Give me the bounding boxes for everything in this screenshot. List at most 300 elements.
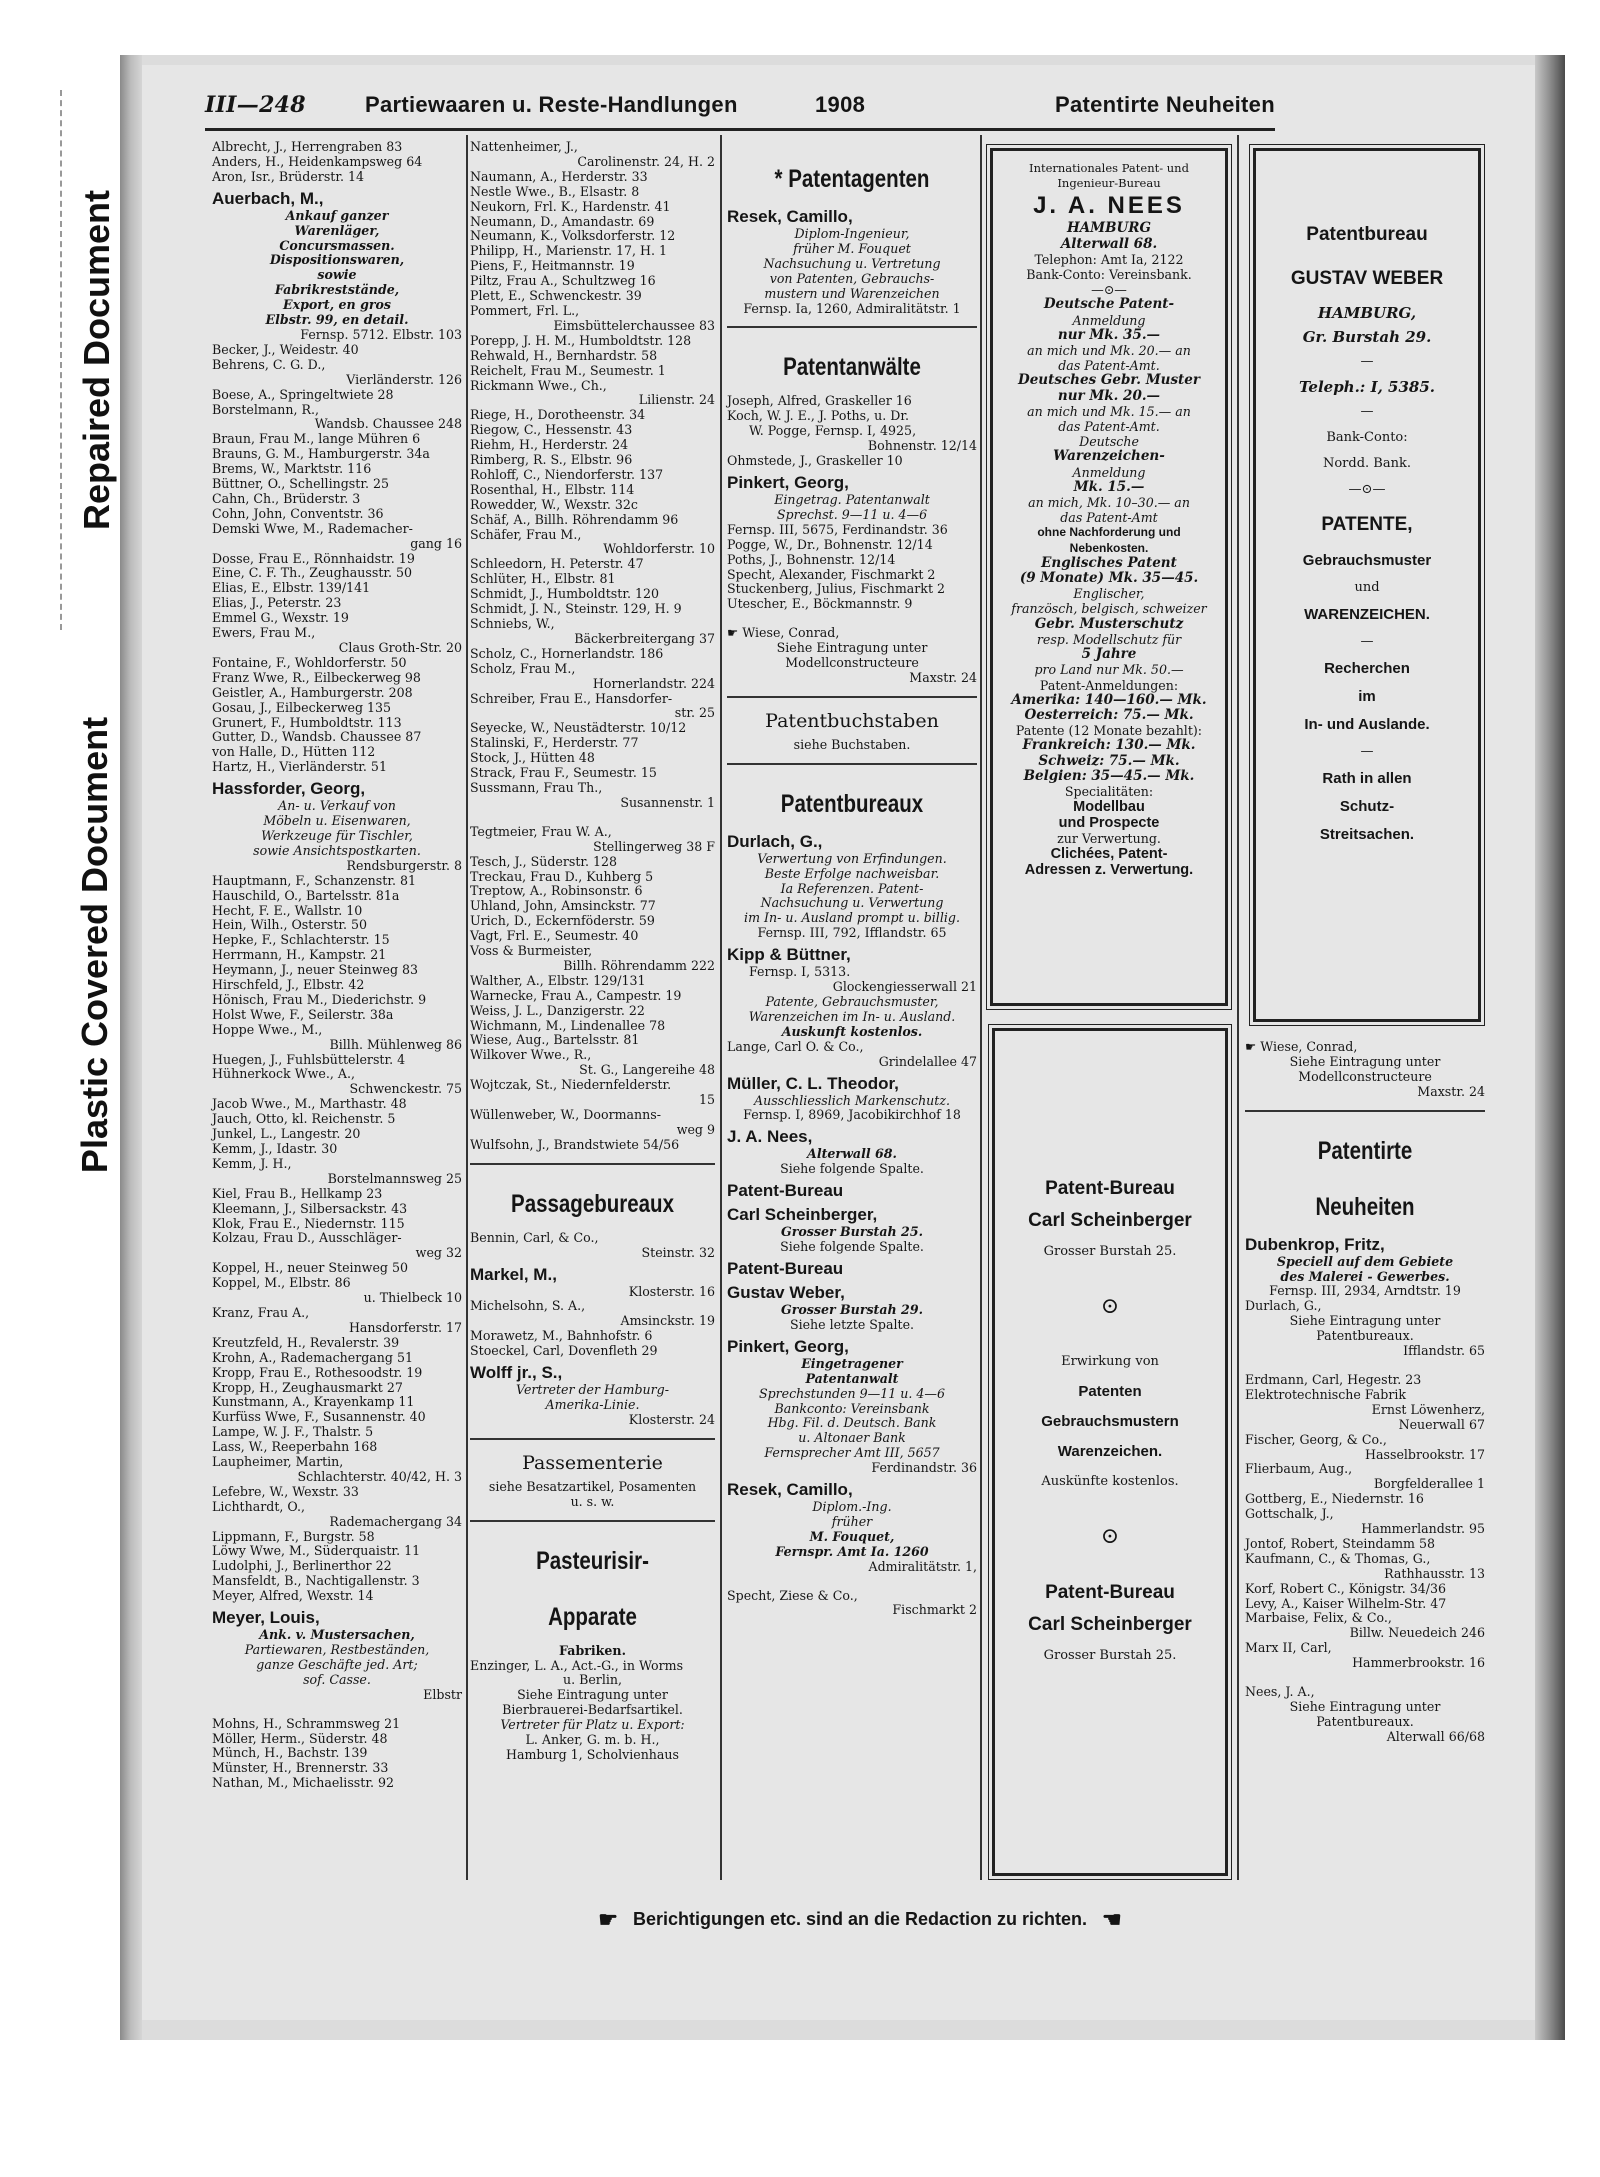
directory-entry: Marbaise, Felix, & Co., [1245, 1610, 1392, 1626]
directory-entry: Hecht, F. E., Wallstr. 10 [212, 902, 363, 918]
directory-entry: Lichthardt, O., [212, 1498, 305, 1514]
directory-entry: Kropp, Frau E., Rothesoodstr. 19 [212, 1364, 423, 1380]
weber-ad-line: Recherchen [1324, 660, 1410, 677]
directory-entry: Wüllenweber, W., Doormanns- [470, 1107, 661, 1122]
scheinberger-ad-line: ⊙ [1100, 1294, 1120, 1319]
directory-entry: Wohldorferstr. 10 [603, 541, 715, 557]
directory-entry: Ewers, Frau M., [212, 625, 316, 641]
weber-ad-line: Streitsachen. [1319, 826, 1415, 843]
directory-entry: Verwertung von Erfindungen. [757, 850, 947, 866]
directory-entry: Krohn, A., Rademachergang 51 [212, 1349, 413, 1365]
directory-entry: Treptow, A., Robinsonstr. 6 [470, 883, 643, 899]
directory-entry: Gosau, J., Eilbeckerweg 135 [212, 699, 392, 715]
directory-entry: Claus Groth-Str. 20 [338, 640, 462, 655]
section-rule [470, 1438, 715, 1440]
directory-entry: Wandsb. Chaussee 248 [314, 416, 462, 432]
directory-entry: Siehe folgende Spalte. [780, 1239, 924, 1255]
nees-ad-line: Mk. 15.— [1073, 478, 1145, 495]
directory-entry: Rimberg, R. S., Elbstr. 96 [470, 452, 633, 468]
nees-ad-line: HAMBURG [1066, 220, 1152, 237]
column-rule-1 [466, 135, 468, 1880]
directory-entry: Franz Wwe, R., Eilbeckerweg 98 [212, 669, 421, 685]
nees-advertisement [990, 148, 1228, 1006]
directory-entry: Lefebre, W., Wexstr. 33 [212, 1483, 359, 1499]
directory-entry: Plett, E., Schwenckestr. 39 [470, 288, 642, 304]
nees-ad-line: Anmeldung [1072, 312, 1146, 328]
scheinberger-ad-line: Erwirkung von [1061, 1354, 1159, 1369]
directory-entry: Hühnerkock Wwe., A., [212, 1066, 355, 1082]
directory-entry: Diplom.-Ing. [812, 1499, 892, 1515]
directory-entry: Export, en gros [282, 297, 392, 313]
directory-entry: Kiel, Frau B., Hellkamp 23 [212, 1185, 383, 1201]
directory-entry: Kleemann, J., Silbersackstr. 43 [212, 1200, 408, 1216]
directory-entry: Beste Erfolge nachweisbar. [764, 865, 940, 881]
weber-ad-line: HAMBURG, [1317, 304, 1417, 322]
scheinberger-ad-line: Carl Scheinberger [1028, 1210, 1192, 1231]
section-heading: * Patentagenten [774, 165, 930, 193]
directory-entry: Weiss, J. L., Danzigerstr. 22 [470, 1002, 645, 1018]
section-heading: Passagebureaux [511, 1189, 674, 1218]
directory-entry: Kemm, J., Idastr. 30 [212, 1141, 338, 1156]
directory-entry: Specht, Ziese & Co., [727, 1587, 858, 1603]
directory-entry: Seyecke, W., Neustädterstr. 10/12 [470, 720, 687, 736]
directory-entry: str. 25 [674, 705, 715, 721]
weber-ad-line: — [1360, 744, 1374, 759]
nees-ad-line: Patent-Anmeldungen: [1039, 677, 1179, 693]
column-rule-2 [720, 135, 722, 1880]
header-year: 1908 [815, 92, 866, 117]
section-heading: Patentirte [1317, 1136, 1413, 1165]
nees-ad-line: das Patent-Amt. [1058, 419, 1160, 435]
directory-entry: Pinkert, Georg, [727, 472, 849, 492]
directory-entry: Rathhausstr. 13 [1384, 1565, 1485, 1581]
directory-entry: Neuerwall 67 [1398, 1416, 1485, 1432]
directory-entry: Riehm, H., Herderstr. 24 [470, 437, 629, 453]
directory-entry: Schleedorn, H. Peterstr. 47 [470, 556, 644, 572]
nees-ad-line: Deutsche Patent- [1043, 296, 1175, 313]
directory-entry: Fernsp. III, 792, Ifflandstr. 65 [757, 925, 947, 941]
nees-ad-content [993, 161, 1225, 878]
directory-entry: gang 16 [410, 535, 462, 551]
nees-ad-line: Specialitäten: [1064, 783, 1154, 799]
directory-entry: Maxstr. 24 [909, 669, 977, 685]
nees-ad-line: französch, belgisch, schweizer [1011, 601, 1207, 617]
nees-ad-line: Telephon: Amt Ia, 2122 [1034, 251, 1184, 267]
directory-entry: Fernsp. Ia, 1260, Admiralitätstr. 1 [743, 300, 961, 316]
directory-entry: Warenzeichen im In- u. Ausland. [748, 1008, 956, 1024]
directory-entry: Scholz, C., Hornerlandstr. 186 [470, 645, 664, 661]
directory-entry: Modellconstructeure [1298, 1068, 1432, 1084]
directory-entry: Möbeln u. Eisenwaren, [263, 813, 411, 829]
directory-entry: u. Altonaer Bank [798, 1430, 906, 1446]
directory-entry: Hoppe Wwe., M., [212, 1021, 323, 1037]
directory-entry: Amerika-Linie. [545, 1396, 640, 1412]
scheinberger-ad-line: Patent-Bureau [1045, 1582, 1175, 1603]
directory-entry: Junkel, L., Langestr. 20 [212, 1126, 361, 1142]
directory-entry: Lippmann, F., Burgstr. 58 [212, 1528, 375, 1544]
directory-entry: Warnecke, Frau A., Campestr. 19 [470, 987, 682, 1003]
nees-ad-line: ohne Nachforderung und [1037, 525, 1181, 540]
directory-entry: Heymann, J., neuer Steinweg 83 [212, 962, 419, 978]
directory-entry: Hauptmann, F., Schanzenstr. 81 [212, 872, 416, 888]
directory-entry: weg 32 [415, 1245, 462, 1261]
directory-entry: Dubenkrop, Fritz, [1245, 1234, 1385, 1254]
directory-entry: Cahn, Ch., Brüderstr. 3 [212, 490, 361, 506]
directory-entry: Brauns, G. M., Hamburgerstr. 34a [212, 446, 430, 462]
directory-entry: Münch, H., Bachstr. 139 [212, 1745, 368, 1761]
directory-entry: siehe Besatzartikel, Posamenten [488, 1478, 697, 1494]
directory-entry: Koppel, M., Elbstr. 86 [212, 1275, 351, 1291]
directory-entry: Maxstr. 24 [1417, 1083, 1485, 1099]
directory-entry: Naumann, A., Herderstr. 33 [470, 168, 648, 184]
directory-entry: Piens, F., Heitmannstr. 19 [470, 258, 635, 274]
directory-entry: Löwy Wwe, M., Süderquaistr. 11 [212, 1543, 421, 1559]
nees-ad-line: Deutsche [1079, 434, 1139, 450]
column-5 [1245, 1040, 1485, 1745]
directory-entry: Kreutzfeld, H., Revalerstr. 39 [212, 1334, 400, 1350]
directory-entry: Dispositionswaren, [269, 252, 405, 268]
directory-entry: Voss & Burmeister, [470, 943, 593, 959]
directory-entry: Kranz, Frau A., [212, 1304, 310, 1320]
directory-entry: Urich, D., Eckernföderstr. 59 [470, 913, 655, 929]
directory-entry: Hirschfeld, J., Elbstr. 42 [212, 977, 365, 993]
nees-ad-line: das Patent-Amt. [1058, 358, 1160, 374]
directory-entry: Jauch, Otto, kl. Reichenstr. 5 [212, 1111, 396, 1127]
directory-entry: Patentbureaux. [1316, 1328, 1414, 1344]
header-right-title: Patentirte Neuheiten [1055, 92, 1275, 117]
directory-entry: Fabrikreststände, [274, 282, 400, 298]
nees-ad-line: Deutsches Gebr. Muster [1018, 372, 1200, 389]
column-rule-3 [980, 135, 982, 1880]
weber-ad-line: In- und Auslande. [1304, 716, 1430, 733]
directory-entry: Grosser Burstah 29. [781, 1301, 923, 1317]
directory-entry: Rendsburgerstr. 8 [346, 857, 462, 873]
nees-ad-line: Englisches Patent [1041, 554, 1177, 571]
page-header [205, 88, 1275, 128]
directory-entry: Ohmstede, J., Graskeller 10 [727, 453, 903, 469]
directory-entry: Amsinckstr. 19 [620, 1313, 715, 1329]
directory-entry: Carl Scheinberger, [727, 1205, 878, 1225]
directory-entry: Fischmarkt 2 [892, 1602, 977, 1618]
directory-entry: Schmidt, J., Humboldtstr. 120 [470, 586, 660, 602]
directory-entry: Grosser Burstah 25. [781, 1224, 923, 1240]
weber-ad-line: Gr. Burstah 29. [1302, 328, 1432, 346]
scheinberger-ad-line: Gebrauchsmustern [1041, 1413, 1179, 1430]
repaired-document-label: Repaired Document [76, 189, 118, 531]
directory-entry: An- u. Verkauf von [278, 798, 396, 814]
section-rule [727, 326, 977, 328]
directory-entry: Nachsuchung u. Vertretung [763, 255, 941, 271]
directory-entry: Demski Wwe, M., Rademacher- [212, 520, 413, 536]
directory-entry: Nestle Wwe., B., Elsastr. 8 [470, 183, 640, 199]
directory-entry: Bankconto: Vereinsbank [774, 1400, 930, 1416]
directory-entry: Scholz, Frau M., [470, 660, 576, 676]
directory-entry: Flierbaum, Aug., [1245, 1461, 1353, 1477]
directory-entry: Koch, W. J. E., J. Poths, u. Dr. [727, 408, 909, 424]
nees-ad-line: (9 Monate) Mk. 35—45. [1019, 570, 1199, 587]
directory-entry: Uhland, John, Amsinckstr. 77 [470, 898, 656, 914]
directory-entry: Siehe Eintragung unter [1289, 1699, 1441, 1714]
nees-ad-line: Internationales Patent- und [1029, 161, 1189, 175]
directory-entry: Bennin, Carl, & Co., [470, 1229, 599, 1245]
directory-entry: Diplom-Ingenieur, [794, 226, 910, 241]
weber-ad-line: PATENTE, [1321, 514, 1413, 535]
nees-ad-line: Gebr. Musterschutz [1034, 615, 1184, 632]
directory-entry: Holst Wwe, F., Seilerstr. 38a [212, 1006, 394, 1022]
directory-entry: Fernsp. III, 2934, Arndtstr. 19 [1269, 1283, 1461, 1299]
directory-entry: Klosterstr. 24 [628, 1411, 715, 1427]
directory-entry: Werkzeuge für Tischler, [261, 827, 413, 843]
directory-entry: Kaufmann, C., & Thomas, G., [1245, 1550, 1431, 1566]
nees-ad-line: Patente (12 Monate bezahlt): [1015, 723, 1203, 739]
pointing-hand-icon: ☛ [598, 1907, 618, 1932]
directory-entry: Bohnenstr. 12/14 [867, 438, 977, 454]
directory-entry: Patent-Bureau [727, 1258, 844, 1278]
directory-entry: Neumann, K., Volksdorferstr. 12 [470, 228, 676, 244]
directory-entry: Dosse, Frau E., Rönnhaidstr. 19 [212, 550, 415, 566]
directory-entry: St. G., Langereihe 48 [579, 1062, 715, 1078]
directory-entry: Schniebs, W., [470, 616, 555, 631]
directory-entry: Siehe Eintragung unter [1289, 1053, 1441, 1069]
directory-entry: Piltz, Frau A., Schultzweg 16 [470, 273, 656, 289]
plastic-covered-label: Plastic Covered Document [74, 716, 116, 1174]
directory-entry: Vierländerstr. 126 [346, 371, 462, 387]
section-rule [727, 763, 977, 765]
directory-entry: Enzinger, L. A., Act.-G., in Worms [470, 1657, 684, 1673]
footer-note [480, 1907, 1240, 1933]
directory-entry: Fernsp. I, 5313. [749, 964, 851, 980]
nees-ad-line: nur Mk. 35.— [1057, 326, 1161, 343]
directory-entry: Büttner, O., Schellingstr. 25 [212, 476, 389, 492]
directory-entry: Koppel, H., neuer Steinweg 50 [212, 1260, 409, 1276]
directory-entry: Gottschalk, J., [1245, 1506, 1334, 1522]
nees-ad-line: nur Mk. 20.— [1057, 387, 1161, 404]
directory-entry: Neumann, D., Amandastr. 69 [470, 213, 655, 229]
directory-entry: Münster, H., Brennerstr. 33 [212, 1760, 389, 1776]
scheinberger-ad-line: Warenzeichen. [1057, 1443, 1163, 1460]
directory-entry: Mohns, H., Schrammsweg 21 [212, 1715, 401, 1731]
weber-ad-line: —⊙— [1348, 482, 1386, 497]
directory-entry: sowie Ansichtspostkarten. [253, 842, 421, 858]
directory-entry: Vertreter der Hamburg- [516, 1382, 669, 1398]
directory-entry: Hartz, H., Vierländerstr. 51 [212, 759, 387, 775]
directory-entry: Siehe folgende Spalte. [780, 1161, 924, 1177]
directory-entry: ☛ Wiese, Conrad, [727, 625, 840, 641]
directory-entry: Elbstr [423, 1686, 462, 1702]
directory-entry: Admiralitätstr. 1, [868, 1558, 977, 1574]
directory-entry: Billh. Röhrendamm 222 [563, 957, 715, 973]
directory-entry: 15 [698, 1092, 715, 1108]
directory-entry: früher [831, 1513, 873, 1529]
directory-entry: Siehe Eintragung unter [776, 640, 928, 656]
directory-entry: Philipp, H., Marienstr. 17, H. 1 [470, 243, 668, 259]
directory-entry: W. Pogge, Fernsp. I, 4925, [749, 423, 917, 439]
directory-entry: Behrens, C. G. D., [212, 356, 326, 372]
directory-entry: Fischer, Georg, & Co., [1245, 1431, 1387, 1447]
directory-entry: M. Fouquet, [809, 1528, 895, 1544]
directory-entry: Hönisch, Frau M., Diederichstr. 9 [212, 991, 427, 1007]
weber-ad-line: — [1360, 404, 1374, 419]
scheinberger-ad-content [995, 1173, 1225, 1671]
directory-entry: Mansfeldt, B., Nachtigallenstr. 3 [212, 1573, 420, 1589]
directory-entry: siehe Buchstaben. [793, 736, 911, 752]
directory-entry: Ausschliesslich Markenschutz. [753, 1092, 950, 1108]
directory-entry: Meyer, Louis, [212, 1608, 320, 1628]
pointing-hand-icon: ☚ [1102, 1907, 1122, 1932]
scheinberger-ad-line: Auskünfte kostenlos. [1041, 1474, 1179, 1489]
directory-entry: Lass, W., Reeperbahn 168 [212, 1439, 378, 1455]
section-heading: Passementerie [522, 1451, 663, 1474]
directory-entry: Lilienstr. 24 [638, 392, 715, 408]
scheinberger-ad-line: Carl Scheinberger [1028, 1614, 1192, 1635]
weber-ad-line: GUSTAV WEBER [1290, 268, 1444, 289]
directory-entry: Wulfsohn, J., Brandstwiete 54/56 [470, 1136, 680, 1152]
directory-entry: Jontof, Robert, Steindamm 58 [1245, 1535, 1436, 1551]
weber-ad-line: Rath in allen [1322, 770, 1412, 787]
directory-entry: Patentanwalt [805, 1370, 899, 1386]
directory-entry: Modellconstructeure [785, 655, 919, 671]
scheinberger-ad-line: Patent-Bureau [1045, 1178, 1175, 1199]
directory-entry: Müller, C. L. Theodor, [727, 1073, 899, 1093]
directory-entry: Lampe, W. J. F., Thalstr. 5 [212, 1424, 374, 1440]
nees-ad-line: Schweiz: 75.— Mk. [1038, 752, 1180, 769]
directory-entry: sof. Casse. [303, 1671, 371, 1687]
directory-entry: Siehe Eintragung unter [1289, 1313, 1441, 1329]
scheinberger-ad-line: Grosser Burstah 25. [1043, 1244, 1177, 1259]
nees-ad-line: an mich und Mk. 20.— an [1027, 343, 1191, 359]
directory-entry: Wolff jr., S., [470, 1363, 563, 1383]
directory-entry: Kunstmann, A., Krayenkamp 11 [212, 1394, 415, 1410]
directory-entry: Marx II, Carl, [1245, 1640, 1332, 1656]
directory-entry: Carolinenstr. 24, H. 2 [577, 153, 715, 169]
directory-entry: Resek, Camillo, [727, 1480, 853, 1500]
directory-entry: Emmel G., Wexstr. 19 [212, 610, 349, 626]
nees-ad-line: Alterwall 68. [1060, 235, 1158, 252]
section-rule [727, 696, 977, 698]
directory-entry: Rowedder, W., Wexstr. 32c [470, 496, 638, 512]
directory-entry: Schwenckestr. 75 [349, 1081, 462, 1097]
directory-entry: Borstelmann, R., [212, 401, 320, 417]
directory-entry: Morawetz, M., Bahnhofstr. 6 [470, 1328, 653, 1344]
weber-ad-content [1256, 213, 1478, 849]
directory-entry: ☛ Wiese, Conrad, [1245, 1039, 1358, 1054]
column-1 [212, 140, 462, 1791]
directory-entry: weg 9 [676, 1121, 715, 1137]
directory-entry: Hamburg 1, Scholvienhaus [505, 1746, 679, 1762]
directory-entry: Ifflandstr. 65 [1403, 1343, 1485, 1359]
directory-entry: Neukorn, Frl. K., Hardenstr. 41 [470, 198, 671, 214]
directory-entry: Wojtczak, St., Niedernfelderstr. [470, 1077, 672, 1093]
directory-entry: Grindelallee 47 [878, 1053, 977, 1069]
weber-ad-line: — [1360, 634, 1374, 649]
section-heading: Patentbuchstaben [765, 709, 939, 732]
directory-entry: Tegtmeier, Frau W. A., [470, 823, 612, 839]
directory-entry: Eingetragener [801, 1355, 903, 1371]
directory-entry: sowie [317, 267, 357, 283]
directory-entry: Siehe letzte Spalte. [789, 1316, 915, 1332]
directory-entry: Ia Referenzen. Patent- [780, 880, 924, 896]
nees-ad-line: an mich, Mk. 10–30.— an [1028, 495, 1190, 511]
directory-entry: Kropp, H., Zeughausmarkt 27 [212, 1379, 403, 1395]
directory-entry: Braun, Frau M., lange Mühren 6 [212, 431, 421, 447]
nees-ad-line: zur Verwertung. [1057, 831, 1161, 847]
nees-ad-line: Clichées, Patent- [1050, 846, 1168, 863]
directory-entry: Auerbach, M., [212, 188, 324, 208]
directory-entry: Walther, A., Elbstr. 129/131 [470, 972, 646, 988]
directory-entry: Hasselbrookstr. 17 [1365, 1446, 1485, 1462]
nees-ad-line: Oesterreich: 75.— Mk. [1024, 706, 1194, 723]
directory-entry: Stoeckel, Carl, Dovenfleth 29 [470, 1343, 658, 1359]
directory-entry: Gottberg, E., Niedernstr. 16 [1245, 1491, 1424, 1507]
directory-entry: Rickmann Wwe., Ch., [470, 377, 607, 393]
directory-entry: Speciell auf dem Gebiete [1276, 1253, 1454, 1269]
weber-ad-line: Teleph.: I, 5385. [1298, 378, 1436, 396]
nees-ad-line: und Prospecte [1058, 815, 1160, 832]
directory-entry: Rehwald, H., Bernhardstr. 58 [470, 347, 658, 363]
directory-entry: Fontaine, F., Wohldorferstr. 50 [212, 654, 407, 670]
directory-entry: Hornerlandstr. 224 [592, 675, 715, 691]
scheinberger-ad-line: Grosser Burstah 25. [1043, 1648, 1177, 1663]
directory-entry: Schlachterstr. 40/42, H. 3 [297, 1468, 462, 1484]
directory-entry: Bäckerbreitergang 37 [574, 630, 715, 646]
directory-entry: Pogge, W., Dr., Bohnenstr. 12/14 [727, 536, 933, 552]
nees-ad-line: J. A. NEES [1033, 192, 1185, 220]
nees-ad-line: Amerika: 140—160.— Mk. [1011, 691, 1207, 708]
directory-entry: Kemm, J. H., [212, 1155, 292, 1171]
directory-entry: Eimsbüttelerchaussee 83 [553, 317, 715, 333]
directory-entry: Hepke, F., Schlachterstr. 15 [212, 932, 390, 948]
page-number: III—248 [205, 92, 306, 118]
nees-ad-line: an mich und Mk. 15.— an [1027, 403, 1191, 419]
directory-entry: Porepp, J. H. M., Humboldtstr. 128 [470, 332, 692, 348]
directory-entry: Herrmann, H., Kampstr. 21 [212, 947, 387, 963]
directory-entry: Klosterstr. 16 [628, 1283, 715, 1299]
directory-entry: Billw. Neuedeich 246 [1349, 1625, 1485, 1641]
section-rule [1245, 1110, 1485, 1112]
directory-entry: Ank. v. Mustersachen, [259, 1627, 415, 1643]
directory-entry: früher M. Fouquet [793, 240, 911, 256]
weber-ad-line: Schutz- [1339, 798, 1395, 815]
directory-entry: Jacob Wwe., M., Marthastr. 48 [212, 1096, 407, 1112]
weber-ad-line: im [1358, 688, 1376, 705]
directory-entry: Vertreter für Platz u. Export: [500, 1717, 685, 1733]
directory-entry: Resek, Camillo, [727, 207, 853, 226]
directory-entry: Meyer, Alfred, Wexstr. 14 [212, 1588, 374, 1604]
directory-entry: Fernsprecher Amt III, 5657 [764, 1445, 940, 1461]
section-rule [470, 1520, 715, 1522]
page-spine-left [120, 55, 142, 2040]
directory-entry: Wichmann, M., Lindenallee 78 [470, 1017, 666, 1033]
directory-entry: Susannenstr. 1 [620, 794, 715, 810]
directory-entry: Borgfelderallee 1 [1373, 1476, 1485, 1492]
directory-entry: Schäfer, Frau M., [470, 526, 582, 542]
directory-entry: Poths, J., Bohnenstr. 12/14 [727, 551, 896, 567]
directory-entry: Kipp & Büttner, [727, 945, 851, 965]
directory-entry: Aron, Isr., Brüderstr. 14 [212, 168, 365, 184]
directory-entry: Reichelt, Frau M., Seumestr. 1 [470, 362, 666, 378]
directory-entry: Möller, Herm., Süderstr. 48 [212, 1730, 388, 1746]
directory-entry: Patentbureaux. [1316, 1713, 1414, 1729]
scheinberger-advertisement [992, 1028, 1228, 1876]
directory-entry: Kurfüss Wwe, F., Susannenstr. 40 [212, 1409, 426, 1425]
directory-entry: von Halle, D., Hütten 112 [212, 744, 376, 760]
directory-entry: im In- u. Ausland prompt u. billig. [744, 910, 960, 926]
directory-entry: Patente, Gebrauchsmuster, [765, 994, 939, 1009]
directory-entry: L. Anker, G. m. b. H., [525, 1732, 660, 1748]
directory-entry: Wilkover Wwe., R., [470, 1047, 592, 1063]
weber-ad-line: Gebrauchsmuster [1302, 552, 1432, 569]
weber-ad-line: Bank-Conto: [1326, 430, 1408, 445]
